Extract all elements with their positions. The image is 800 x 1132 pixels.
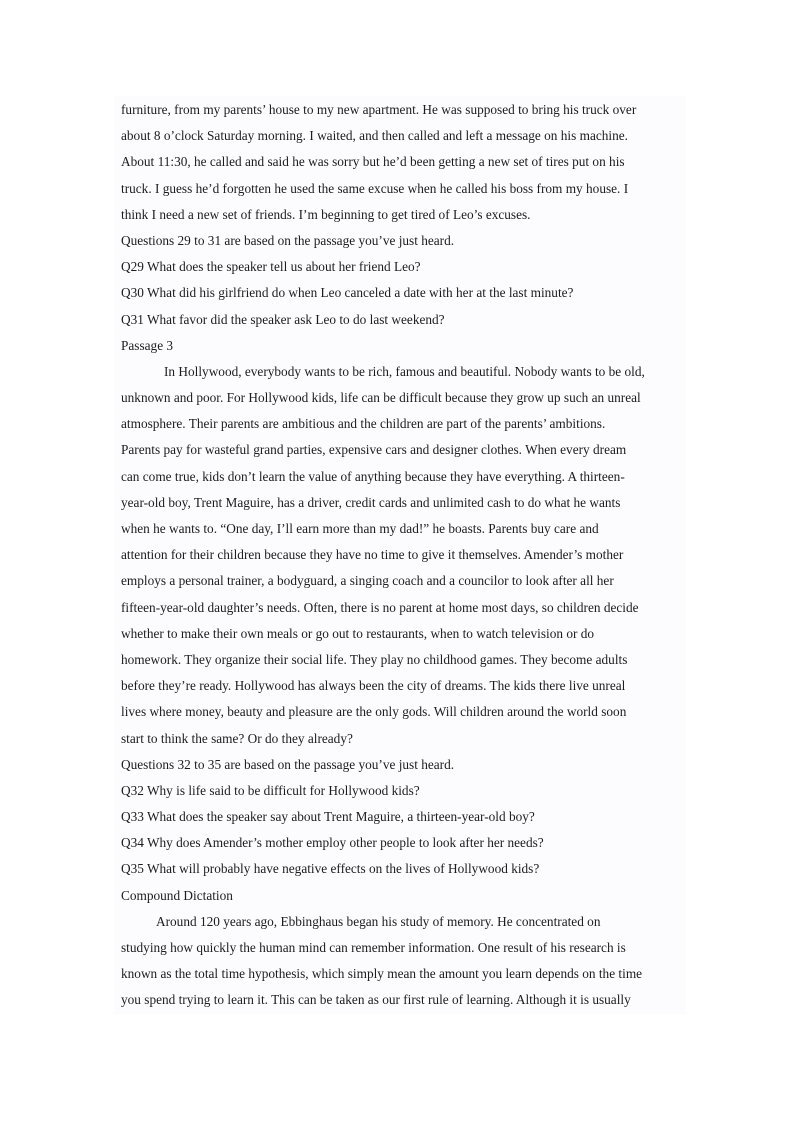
question-item: Q33 What does the speaker say about Trent Maguire, a thirteen-year-old boy? (121, 809, 535, 825)
paragraph-line: known as the total time hypothesis, which simply mean the amount you learn depends on the time (121, 966, 643, 982)
paragraph-line: furniture, from my parents’ house to my new apartment. He was supposed to bring his truck over (121, 102, 637, 117)
paragraph-line: about 8 o’clock Saturday morning. I waited, and then called and left a message on his machine. (121, 128, 628, 144)
paragraph-line: employs a personal trainer, a bodyguard, a singing coach and a councilor to look after all her (121, 573, 614, 589)
paragraph-line: lives where money, beauty and pleasure are the only gods. Will children around the world soon (121, 704, 627, 720)
question-item: Q30 What did his girlfriend do when Leo canceled a date with her at the last minute? (121, 285, 574, 301)
paragraph-line: think I need a new set of friends. I’m beginning to get tired of Leo’s excuses. (121, 206, 531, 222)
document-body (121, 97, 681, 1014)
paragraph-line: atmosphere. Their parents are ambitious and the children are part of the parents’ ambitions. (121, 416, 606, 432)
paragraph-line: when he wants to. “One day, I’ll earn more than my dad!” he boasts. Parents buy care and (121, 521, 599, 536)
question-item: Q35 What will probably have negative effects on the lives of Hollywood kids? (121, 861, 540, 877)
question-item: Q29 What does the speaker tell us about her friend Leo? (121, 259, 421, 275)
paragraph-line: About 11:30, he called and said he was sorry but he’d been getting a new set of tires put on his (121, 154, 625, 170)
paragraph-line: attention for their children because they have no time to give it themselves. Amender’s mother (121, 547, 624, 563)
paragraph-line: unknown and poor. For Hollywood kids, life can be difficult because they grow up such an unreal (121, 390, 641, 406)
paragraph-line: fifteen-year-old daughter’s needs. Often, there is no parent at home most days, so children decide (121, 599, 639, 615)
paragraph-line: Around 120 years ago, Ebbinghaus began his study of memory. He concentrated on (156, 913, 601, 929)
section-heading: Passage 3 (121, 337, 174, 353)
questions-intro: Questions 32 to 35 are based on the passage you’ve just heard. (121, 756, 455, 772)
question-item: Q32 Why is life said to be difficult for Hollywood kids? (121, 782, 420, 798)
section-heading: Compound Dictation (121, 887, 233, 903)
paragraph-line: truck. I guess he’d forgotten he used the same excuse when he called his boss from my house. I (121, 180, 629, 196)
question-item: Q34 Why does Amender’s mother employ other people to look after her needs? (121, 835, 544, 851)
question-item: Q31 What favor did the speaker ask Leo to do last weekend? (121, 311, 445, 327)
paragraph-line: Parents pay for wasteful grand parties, expensive cars and designer clothes. When every dream (121, 442, 627, 458)
paragraph-line: start to think the same? Or do they already? (121, 730, 353, 746)
paragraph-line: can come true, kids don’t learn the value of anything because they have everything. A thirteen- (121, 468, 625, 484)
paragraph-line: year-old boy, Trent Maguire, has a driver, credit cards and unlimited cash to do what he wants (121, 494, 621, 510)
paragraph-line: you spend trying to learn it. This can be taken as our first rule of learning. Although it is usually (121, 992, 631, 1008)
paragraph-line: before they’re ready. Hollywood has always been the city of dreams. The kids there live unreal (121, 678, 626, 694)
paragraph-line: In Hollywood, everybody wants to be rich, famous and beautiful. Nobody wants to be old, (164, 363, 645, 379)
paragraph-line: homework. They organize their social life. They play no childhood games. They become adults (121, 651, 628, 667)
paragraph-line: studying how quickly the human mind can remember information. One result of his research is (121, 940, 626, 955)
questions-intro: Questions 29 to 31 are based on the passage you’ve just heard. (121, 232, 455, 248)
paragraph-line: whether to make their own meals or go out to restaurants, when to watch television or do (121, 625, 595, 641)
